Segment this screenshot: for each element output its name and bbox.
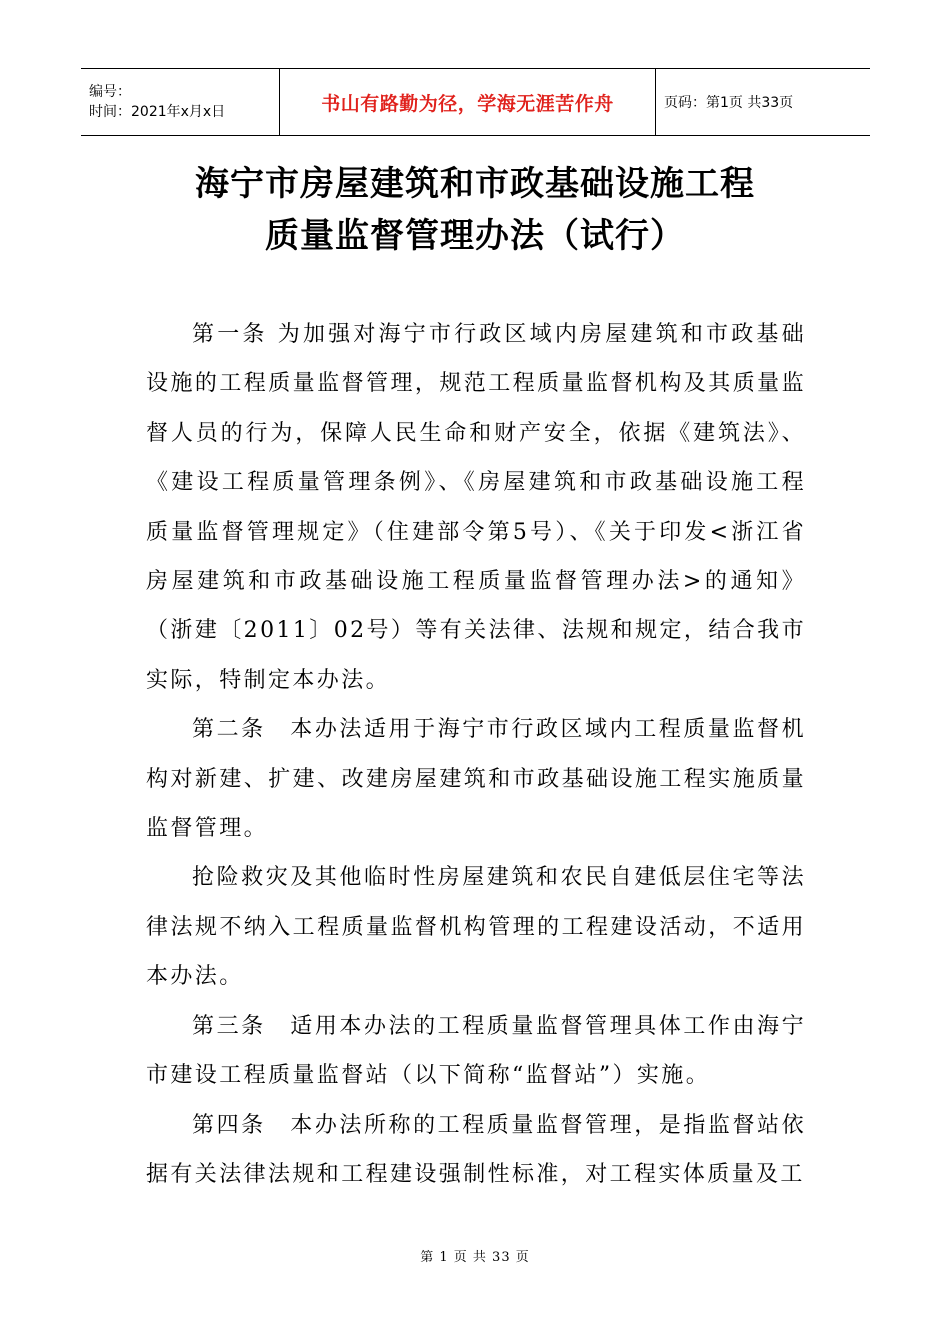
document-body	[146, 310, 806, 1199]
paragraph-article-4: 第四条 本办法所称的工程质量监督管理，是指监督站依据有关法律法规和工程建设强制性标准，对工程实体质量及工	[146, 1112, 806, 1187]
header-meta	[81, 69, 280, 135]
paragraph-article-3: 第三条 适用本办法的工程质量监督管理具体工作由海宁市建设工程质量监督站（以下简称“监督站”）实施。	[146, 1013, 806, 1089]
time-label: 时间：2021年x月x日	[89, 104, 226, 120]
page-footer: 第 1 页 共 33 页	[420, 1250, 530, 1265]
paragraph-article-1: 第一条 为加强对海宁市行政区域内房屋建筑和市政基础设施的工程质量监督管理，规范工程质量监督机构及其质量监督人员的行为，保障人民生命和财产安全，依据《建筑法》、《建设工程质量管理条例》、《房屋建筑和市政基础设施工程质量监督管理规定》（住建部令第5号）、《关于印发<浙江省房屋建筑和市政基础设施工程质量监督管理办法>的通知》（浙建〔2011〕02号）等有关法律、法规和规定，结合我市实际，特制定本办法。	[146, 322, 806, 693]
page-label: 页码：第1页 共33页	[664, 95, 794, 111]
paragraph-article-2: 第二条 本办法适用于海宁市行政区域内工程质量监督机构对新建、扩建、改建房屋建筑和市政基础设施工程实施质量监督管理。	[146, 717, 806, 842]
number-label: 编号：	[89, 84, 131, 100]
header-motto	[280, 69, 656, 135]
document-title-line-1: 海宁市房屋建筑和市政基础设施工程	[195, 164, 755, 204]
paragraph-exemption: 抢险救灾及其他临时性房屋建筑和农民自建低层住宅等法律法规不纳入工程质量监督机构管理的工程建设活动，不适用本办法。	[146, 865, 806, 990]
header-page-info	[656, 69, 870, 135]
document-title-line-2: 质量监督管理办法（试行）	[265, 216, 685, 256]
document-header	[81, 68, 870, 136]
motto-text: 书山有路勤为径，学海无涯苦作舟	[321, 92, 614, 115]
